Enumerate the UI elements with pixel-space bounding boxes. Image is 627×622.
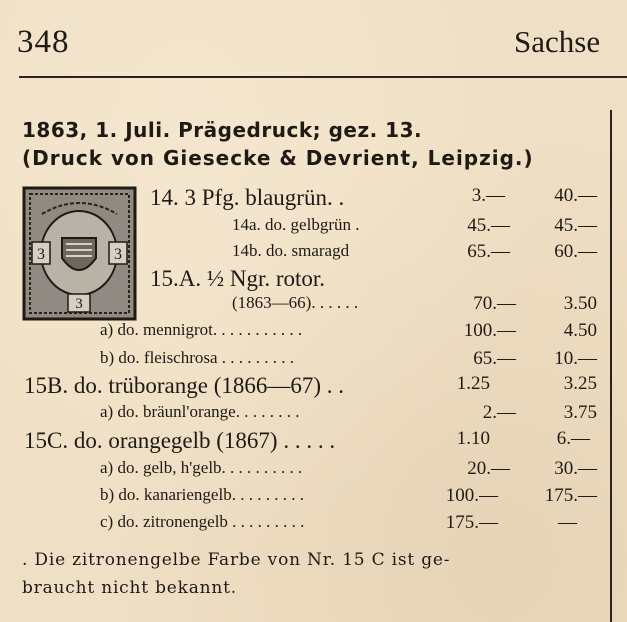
price-used: 3.25 xyxy=(563,373,597,394)
stamp-description: 14a. do. gelbgrün . xyxy=(232,215,360,234)
price-unused: 1.10 xyxy=(456,428,490,449)
price-unused: 1.25 xyxy=(456,373,490,394)
stamp-description: a) do. gelb, h'gelb. . . . . . . . . . xyxy=(100,458,303,477)
price-row xyxy=(0,458,610,484)
stamp-numeral-right: 3 xyxy=(114,246,122,263)
price-unused: 45.— xyxy=(467,215,510,236)
price-row xyxy=(0,428,610,454)
column-rule xyxy=(610,110,612,622)
price-unused: 100.— xyxy=(445,485,498,506)
stamp-numeral-left: 3 xyxy=(37,246,45,263)
price-unused: 2.— xyxy=(482,402,516,423)
price-unused: 175.— xyxy=(445,512,498,533)
stamp-description: (1863—66). . . . . . xyxy=(232,293,359,312)
price-row xyxy=(0,241,610,267)
stamp-description: 15.A. ½ Ngr. rotor. xyxy=(150,266,326,291)
stamp-description: a) do. bräunl'orange. . . . . . . . xyxy=(100,402,300,421)
stamp-numeral-bottom: 3 xyxy=(75,296,83,312)
price-used: 40.— xyxy=(554,185,597,206)
price-used: 45.— xyxy=(554,215,597,236)
price-row xyxy=(0,402,610,428)
price-used: 175.— xyxy=(544,485,597,506)
price-unused: 3.— xyxy=(471,185,505,206)
footnote-line-1: . Die zitronengelbe Farbe von Nr. 15 C ist ge- xyxy=(22,550,451,570)
price-used: 60.— xyxy=(554,241,597,262)
price-unused: 70.— xyxy=(473,293,516,314)
footnote-line-2: braucht nicht bekannt. xyxy=(22,578,238,598)
price-row xyxy=(0,215,610,241)
stamp-description: b) do. kanariengelb. . . . . . . . . xyxy=(100,485,304,504)
price-unused: 100.— xyxy=(463,320,516,341)
price-row xyxy=(0,348,610,374)
stamp-description: 14b. do. smaragd xyxy=(232,241,350,260)
price-unused: 65.— xyxy=(473,348,516,369)
stamp-description: a) do. mennigrot. . . . . . . . . . . xyxy=(100,320,303,339)
issue-printer: (Druck von Giesecke & Devrient, Leipzig.) xyxy=(22,146,534,170)
price-row xyxy=(0,512,610,538)
price-row xyxy=(0,485,610,511)
running-head-title: Sachse xyxy=(514,24,601,59)
stamp-description: 15B. do. trüborange (1866—67) . . xyxy=(24,373,345,398)
price-used: 3.50 xyxy=(563,293,597,314)
stamp-description: c) do. zitronengelb . . . . . . . . . xyxy=(100,512,305,531)
price-row xyxy=(0,373,610,399)
price-row xyxy=(0,293,610,319)
page-number: 348 xyxy=(17,24,70,60)
price-row xyxy=(0,266,610,292)
price-unused: 20.— xyxy=(467,458,510,479)
price-used: 30.— xyxy=(554,458,597,479)
price-used: 4.50 xyxy=(563,320,597,341)
stamp-description: b) do. fleischrosa . . . . . . . . . xyxy=(100,348,295,367)
price-used: 6.— xyxy=(556,428,590,449)
header-rule xyxy=(19,76,627,78)
price-row xyxy=(0,185,610,211)
price-used: — xyxy=(558,512,577,533)
stamp-description: 15C. do. orangegelb (1867) . . . . . xyxy=(24,428,336,453)
stamp-description: 14. 3 Pfg. blaugrün. . xyxy=(150,185,345,210)
price-row xyxy=(0,320,610,346)
price-used: 3.75 xyxy=(563,402,597,423)
price-used: 10.— xyxy=(554,348,597,369)
issue-heading: 1863, 1. Juli. Prägedruck; gez. 13. xyxy=(22,118,423,142)
price-unused: 65.— xyxy=(467,241,510,262)
